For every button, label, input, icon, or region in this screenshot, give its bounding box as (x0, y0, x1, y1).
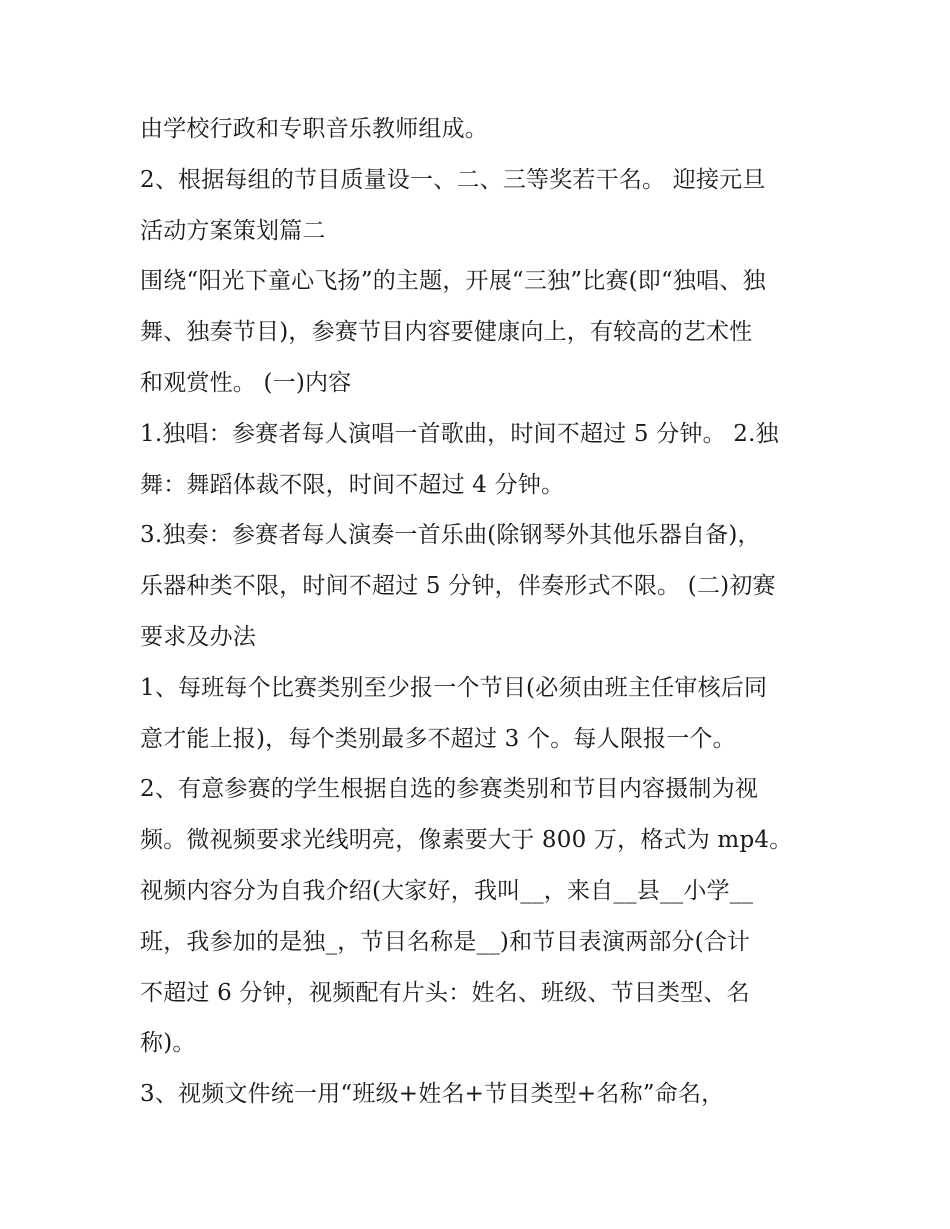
text-line: 由学校行政和专职音乐教师组成。 (140, 116, 488, 142)
text-line: 舞：舞蹈体裁不限，时间不超过 4 分钟。 (140, 471, 565, 498)
text-line: 频。微视频要求光线明亮，像素要大于 800 万，格式为 mp4。 (140, 827, 793, 854)
document-body (140, 104, 820, 1120)
text-line: 称)。 (140, 1030, 196, 1057)
text-line: 1、每班每个比赛类别至少报一个节目(必须由班主任审核后同 (140, 674, 768, 701)
text-line: 视频内容分为自我介绍(大家好，我叫__，来自__县__小学__ (140, 877, 754, 904)
text-line: 舞、独奏节目)，参赛节目内容要健康向上，有较高的艺术性 (140, 319, 753, 346)
text-line: 2、根据每组的节目质量设一、二、三等奖若干名。 迎接元旦 (140, 166, 766, 193)
text-line: 3、视频文件统一用“班级+姓名+节目类型+名称”命名， (140, 1081, 725, 1108)
text-line: 意才能上报)，每个类别最多不超过 3 个。每人限报一个。 (140, 725, 736, 752)
text-line: 乐器种类不限，时间不超过 5 分钟，伴奏形式不限。 (二)初赛 (140, 573, 776, 600)
text-line: 围绕“阳光下童心飞扬”的主题，开展“三独”比赛(即“独唱、独 (140, 268, 766, 295)
text-line: 活动方案策划篇二 (140, 217, 326, 244)
text-line: 要求及办法 (140, 623, 256, 650)
text-line: 1.独唱：参赛者每人演唱一首歌曲，时间不超过 5 分钟。 2.独 (140, 420, 779, 447)
text-line: 2、有意参赛的学生根据自选的参赛类别和节目内容摄制为视 (140, 776, 759, 803)
text-line: 和观赏性。 (一)内容 (140, 369, 352, 396)
text-line: 不超过 6 分钟，视频配有片头：姓名、班级、节目类型、名 (140, 979, 750, 1006)
text-line: 班，我参加的是独_，节目名称是__)和节目表演两部分(合计 (140, 928, 751, 955)
text-line: 3.独奏：参赛者每人演奏一首乐曲(除钢琴外其他乐器自备)， (140, 522, 761, 549)
